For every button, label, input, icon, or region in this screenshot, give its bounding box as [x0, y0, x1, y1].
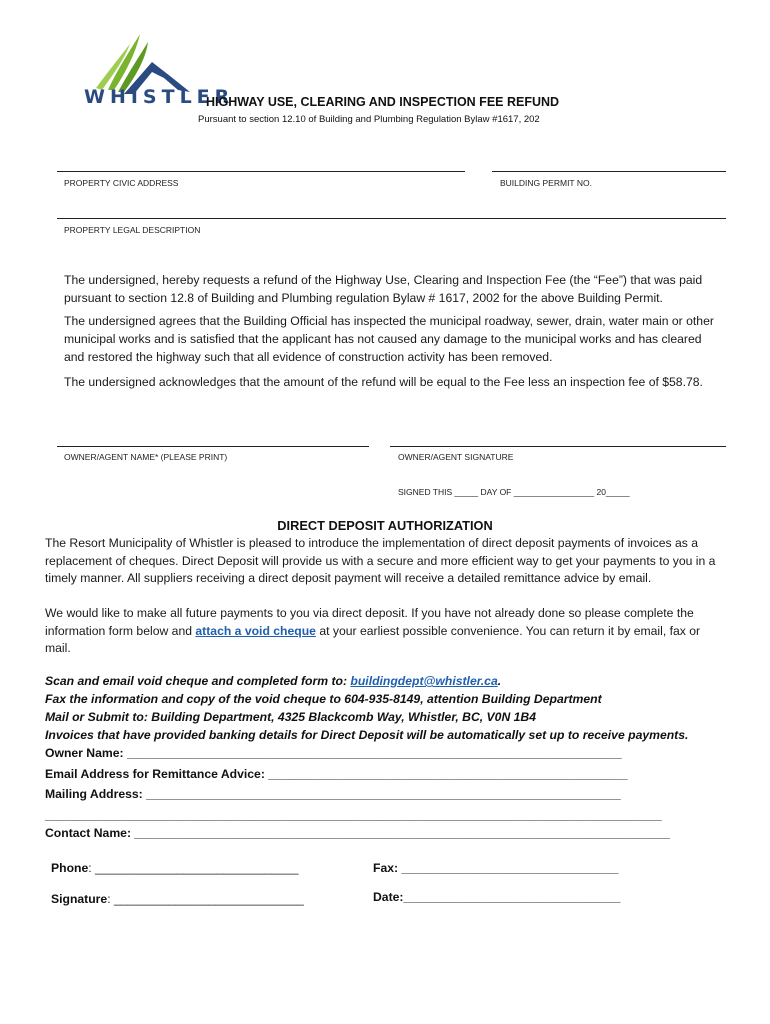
request-text-before: We would like to make all future payments to you via direct deposit. If you have not already done so please complete the information form below and	[45, 606, 694, 638]
fee-acknowledgement-paragraph: The undersigned acknowledges that the amount of the refund will be equal to the Fee less an inspection fee of $58.78.	[64, 375, 703, 389]
fax-field[interactable]: Fax: ________________________________	[373, 861, 619, 875]
building-dept-email-link[interactable]: buildingdept@whistler.ca	[350, 674, 498, 688]
owner-name-label: OWNER/AGENT NAME* (PLEASE PRINT)	[64, 452, 228, 462]
email-address-field[interactable]: Email Address for Remittance Advice: _____________________________________________________	[45, 767, 628, 781]
mailing-address-field[interactable]: Mailing Address: ______________________________________________________________________	[45, 787, 621, 801]
inspection-agreement-paragraph: The undersigned agrees that the Building Official has inspected the municipal roadway, sewer, drain, water main or other municipal works and is satisfied that the applicant has not caused any damage to the municipal works and has cleared and restored the highway such that all evidence of construction activity has been removed.	[64, 314, 714, 364]
direct-deposit-intro: The Resort Municipality of Whistler is pleased to introduce the implementation of direct deposit payments of invoices as a replacement of cheques. Direct Deposit will provide us with a secure and more efficient way to get your payments to you in a timely manner. All suppliers receiving a direct deposit payment will receive a detailed remittance advice by email.	[45, 536, 716, 585]
signature-label: Signature	[51, 892, 108, 906]
legal-description-line[interactable]	[57, 218, 726, 219]
scan-end: .	[497, 674, 502, 688]
mailing-address-line-2[interactable]: ___________________________________________________________________________________________	[45, 808, 662, 822]
date-field[interactable]: Date:________________________________	[373, 890, 621, 904]
phone-field[interactable]	[51, 861, 298, 875]
fax-instruction: Fax the information and copy of the void cheque to 604-935-8149, attention Building Department	[45, 692, 602, 706]
direct-deposit-request	[45, 605, 727, 658]
request-text-after: at your earliest possible convenience. You can return it by email, fax or mail.	[45, 623, 701, 655]
mail-instruction: Mail or Submit to: Building Department, 4325 Blackcomb Way, Whistler, BC, V0N 1B4	[45, 710, 536, 724]
owner-name-line[interactable]	[57, 446, 369, 447]
form-title: HIGHWAY USE, CLEARING AND INSPECTION FEE REFUND	[206, 95, 560, 109]
scan-email-instruction	[45, 674, 501, 688]
contact-name-field[interactable]: Contact Name: _______________________________________________________________________________	[45, 826, 670, 840]
signature-blank[interactable]: : ____________________________	[107, 892, 304, 906]
owner-signature-line[interactable]	[390, 446, 726, 447]
civic-address-line[interactable]	[57, 171, 465, 172]
scan-text: Scan and email void cheque and completed form to:	[45, 674, 351, 688]
signature-field[interactable]	[51, 892, 304, 906]
phone-blank[interactable]: : ______________________________	[88, 861, 299, 875]
phone-label: Phone	[51, 861, 89, 875]
civic-address-label: PROPERTY CIVIC ADDRESS	[64, 178, 179, 188]
attach-void-cheque-link[interactable]: attach a void cheque	[195, 623, 316, 638]
whistler-logo-text: WHISTLER	[84, 86, 235, 108]
legal-description-label: PROPERTY LEGAL DESCRIPTION	[64, 225, 201, 235]
signed-date-line: SIGNED THIS _____ DAY OF _________________ 20_____	[398, 487, 630, 497]
permit-no-line[interactable]	[492, 171, 726, 172]
invoices-instruction: Invoices that have provided banking details for Direct Deposit will be automatically set up to receive payments.	[45, 728, 689, 742]
owner-name-field[interactable]: Owner Name: _________________________________________________________________________	[45, 746, 622, 760]
direct-deposit-title: DIRECT DEPOSIT AUTHORIZATION	[277, 518, 493, 533]
owner-signature-label: OWNER/AGENT SIGNATURE	[398, 452, 514, 462]
permit-no-label: BUILDING PERMIT NO.	[500, 178, 592, 188]
refund-request-paragraph: The undersigned, hereby requests a refund of the Highway Use, Clearing and Inspection Fee (the “Fee”) that was paid pursuant to section 12.8 of Building and Plumbing regulation Bylaw # 1617, 2002 for the above Building Permit.	[64, 273, 703, 305]
form-subtitle: Pursuant to section 12.10 of Building and Plumbing Regulation Bylaw #1617, 202	[198, 114, 540, 125]
